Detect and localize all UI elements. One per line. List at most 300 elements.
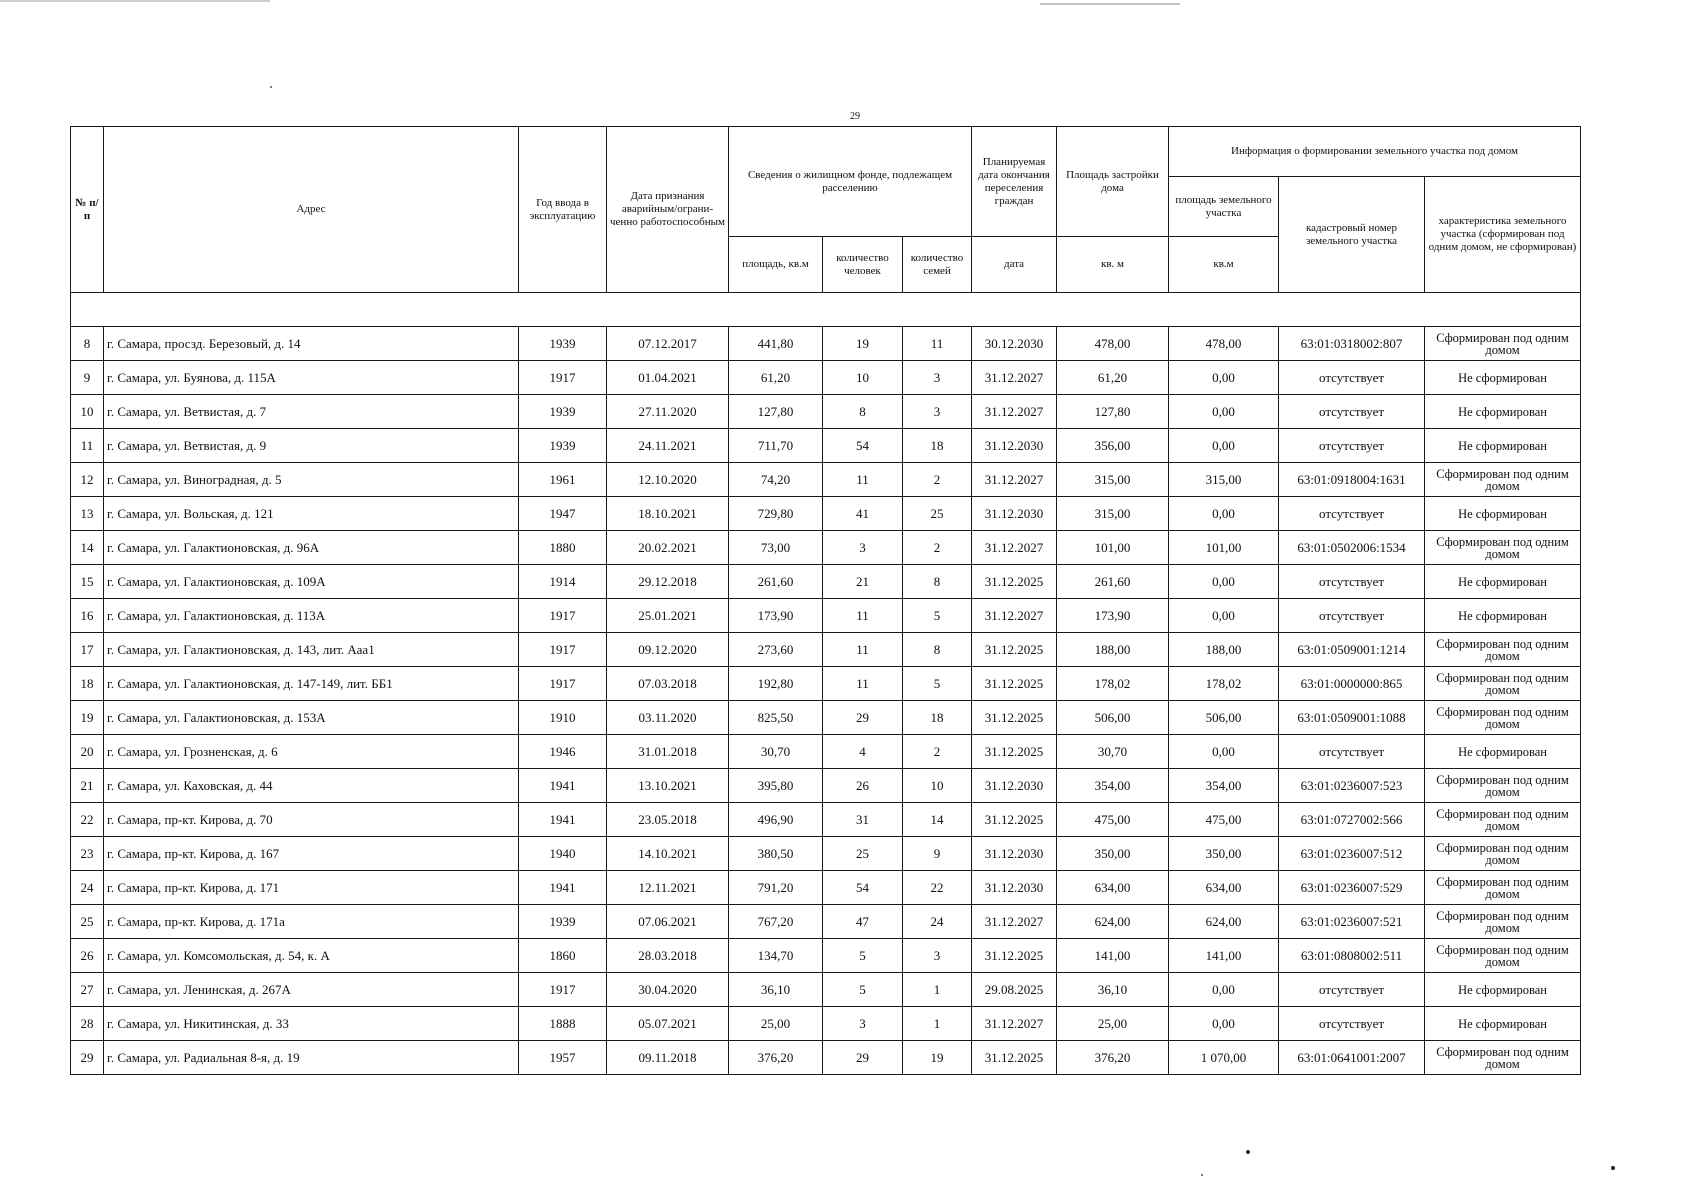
cell-no: 27	[71, 973, 104, 1007]
cell-families: 2	[903, 531, 972, 565]
cell-people: 10	[823, 361, 903, 395]
cell-built-area: 506,00	[1057, 701, 1169, 735]
cell-area: 791,20	[729, 871, 823, 905]
cell-people: 29	[823, 701, 903, 735]
cell-year: 1917	[519, 667, 607, 701]
cell-no: 9	[71, 361, 104, 395]
cell-cadastral: 63:01:0502006:1534	[1279, 531, 1425, 565]
cell-area: 729,80	[729, 497, 823, 531]
cell-people: 54	[823, 871, 903, 905]
cell-area: 380,50	[729, 837, 823, 871]
cell-area: 273,60	[729, 633, 823, 667]
scan-noise-top-right	[1040, 3, 1180, 5]
cell-land-area: 315,00	[1169, 463, 1279, 497]
table-row	[71, 837, 1581, 871]
cell-built-area: 315,00	[1057, 497, 1169, 531]
cell-year: 1941	[519, 769, 607, 803]
cell-year: 1939	[519, 429, 607, 463]
cell-built-area: 25,00	[1057, 1007, 1169, 1041]
table-row	[71, 1041, 1581, 1075]
cell-cadastral: 63:01:0236007:521	[1279, 905, 1425, 939]
cell-built-area: 356,00	[1057, 429, 1169, 463]
table-row	[71, 531, 1581, 565]
col-year-header: Год ввода в эксплуатацию	[519, 127, 607, 293]
table-row	[71, 769, 1581, 803]
cell-land-area: 0,00	[1169, 361, 1279, 395]
cell-address: г. Самара, пр-кт. Кирова, д. 167	[104, 837, 519, 871]
table-row	[71, 463, 1581, 497]
cell-area: 127,80	[729, 395, 823, 429]
cell-planned-date: 31.12.2030	[972, 769, 1057, 803]
cell-land-status: Сформирован под одним домом	[1425, 667, 1581, 701]
cell-recognition-date: 12.10.2020	[607, 463, 729, 497]
cell-families: 24	[903, 905, 972, 939]
cell-address: г. Самара, пр-кт. Кирова, д. 171а	[104, 905, 519, 939]
scan-speck	[1201, 1174, 1203, 1176]
cell-people: 11	[823, 633, 903, 667]
cell-recognition-date: 27.11.2020	[607, 395, 729, 429]
cell-families: 22	[903, 871, 972, 905]
cell-address: г. Самара, ул. Ветвистая, д. 9	[104, 429, 519, 463]
cell-cadastral: 63:01:0509001:1214	[1279, 633, 1425, 667]
cell-year: 1939	[519, 395, 607, 429]
cell-planned-date: 31.12.2030	[972, 497, 1057, 531]
cell-year: 1940	[519, 837, 607, 871]
cell-land-area: 0,00	[1169, 1007, 1279, 1041]
cell-year: 1860	[519, 939, 607, 973]
cell-no: 29	[71, 1041, 104, 1075]
cell-planned-date: 31.12.2030	[972, 429, 1057, 463]
cell-recognition-date: 05.07.2021	[607, 1007, 729, 1041]
cell-land-area: 0,00	[1169, 973, 1279, 1007]
cell-cadastral: 63:01:0808002:511	[1279, 939, 1425, 973]
cell-area: 25,00	[729, 1007, 823, 1041]
cell-planned-date: 31.12.2025	[972, 803, 1057, 837]
cell-built-area: 178,02	[1057, 667, 1169, 701]
registry-body	[71, 293, 1581, 1075]
scan-speck	[1246, 1150, 1250, 1154]
cell-land-area: 0,00	[1169, 565, 1279, 599]
cell-built-area: 634,00	[1057, 871, 1169, 905]
cell-land-area: 0,00	[1169, 429, 1279, 463]
cell-address: г. Самара, ул. Галактионовская, д. 113А	[104, 599, 519, 633]
cell-address: г. Самара, ул. Ленинская, д. 267А	[104, 973, 519, 1007]
cell-people: 5	[823, 973, 903, 1007]
col-land-group-header: Информация о формировании земельного участка под домом	[1169, 127, 1581, 177]
cell-land-status: Не сформирован	[1425, 1007, 1581, 1041]
cell-no: 12	[71, 463, 104, 497]
cell-cadastral: отсутствует	[1279, 565, 1425, 599]
cell-planned-date: 31.12.2030	[972, 837, 1057, 871]
cell-cadastral: 63:01:0727002:566	[1279, 803, 1425, 837]
table-row	[71, 565, 1581, 599]
cell-land-status: Сформирован под одним домом	[1425, 769, 1581, 803]
cell-planned-date: 31.12.2025	[972, 667, 1057, 701]
cell-cadastral: отсутствует	[1279, 497, 1425, 531]
cell-families: 11	[903, 327, 972, 361]
cell-area: 767,20	[729, 905, 823, 939]
cell-families: 19	[903, 1041, 972, 1075]
cell-land-status: Сформирован под одним домом	[1425, 633, 1581, 667]
cell-recognition-date: 07.03.2018	[607, 667, 729, 701]
cell-area: 441,80	[729, 327, 823, 361]
cell-families: 5	[903, 667, 972, 701]
cell-year: 1939	[519, 327, 607, 361]
cell-people: 47	[823, 905, 903, 939]
cell-built-area: 188,00	[1057, 633, 1169, 667]
cell-built-area: 354,00	[1057, 769, 1169, 803]
cell-land-status: Сформирован под одним домом	[1425, 803, 1581, 837]
cell-land-status: Сформирован под одним домом	[1425, 939, 1581, 973]
cell-built-area: 376,20	[1057, 1041, 1169, 1075]
cell-year: 1917	[519, 599, 607, 633]
cell-people: 54	[823, 429, 903, 463]
cell-built-area: 141,00	[1057, 939, 1169, 973]
cell-address: г. Самара, ул. Буянова, д. 115А	[104, 361, 519, 395]
cell-built-area: 173,90	[1057, 599, 1169, 633]
cell-address: г. Самара, ул. Галактионовская, д. 96А	[104, 531, 519, 565]
cell-no: 23	[71, 837, 104, 871]
col-built-area-group-header: Площадь застройки дома	[1057, 127, 1169, 237]
cell-cadastral: отсутствует	[1279, 1007, 1425, 1041]
cell-recognition-date: 09.11.2018	[607, 1041, 729, 1075]
cell-no: 13	[71, 497, 104, 531]
cell-cadastral: 63:01:0236007:529	[1279, 871, 1425, 905]
cell-planned-date: 31.12.2025	[972, 565, 1057, 599]
cell-year: 1941	[519, 803, 607, 837]
cell-area: 73,00	[729, 531, 823, 565]
cell-no: 21	[71, 769, 104, 803]
cell-address: г. Самара, пр-кт. Кирова, д. 171	[104, 871, 519, 905]
cell-recognition-date: 18.10.2021	[607, 497, 729, 531]
col-planned-date-header: дата	[972, 237, 1057, 293]
cell-land-status: Не сформирован	[1425, 735, 1581, 769]
cell-recognition-date: 31.01.2018	[607, 735, 729, 769]
col-land-status-header: характеристика земельного участка (сформирован под одним домом, не сформирован)	[1425, 177, 1581, 293]
cell-land-status: Не сформирован	[1425, 429, 1581, 463]
cell-families: 18	[903, 701, 972, 735]
cell-land-status: Сформирован под одним домом	[1425, 1041, 1581, 1075]
cell-area: 496,90	[729, 803, 823, 837]
cell-area: 173,90	[729, 599, 823, 633]
table-row	[71, 633, 1581, 667]
table-row	[71, 429, 1581, 463]
cell-cadastral: отсутствует	[1279, 599, 1425, 633]
cell-recognition-date: 03.11.2020	[607, 701, 729, 735]
table-row	[71, 395, 1581, 429]
table-row	[71, 1007, 1581, 1041]
cell-land-area: 141,00	[1169, 939, 1279, 973]
cell-area: 30,70	[729, 735, 823, 769]
cell-no: 26	[71, 939, 104, 973]
cell-recognition-date: 23.05.2018	[607, 803, 729, 837]
col-no-header: № п/п	[71, 127, 104, 293]
cell-land-status: Не сформирован	[1425, 973, 1581, 1007]
cell-cadastral: отсутствует	[1279, 361, 1425, 395]
housing-registry-table	[70, 126, 1581, 1075]
cell-land-area: 101,00	[1169, 531, 1279, 565]
cell-families: 25	[903, 497, 972, 531]
cell-area: 192,80	[729, 667, 823, 701]
cell-land-area: 506,00	[1169, 701, 1279, 735]
cell-recognition-date: 25.01.2021	[607, 599, 729, 633]
cell-land-area: 0,00	[1169, 395, 1279, 429]
cell-land-area: 354,00	[1169, 769, 1279, 803]
cell-year: 1957	[519, 1041, 607, 1075]
cell-land-area: 0,00	[1169, 735, 1279, 769]
cell-built-area: 475,00	[1057, 803, 1169, 837]
cell-area: 36,10	[729, 973, 823, 1007]
cell-planned-date: 31.12.2027	[972, 395, 1057, 429]
cell-recognition-date: 01.04.2021	[607, 361, 729, 395]
col-cadastral-header: кадастровый номер земельного участка	[1279, 177, 1425, 293]
cell-land-status: Сформирован под одним домом	[1425, 531, 1581, 565]
cell-area: 395,80	[729, 769, 823, 803]
cell-built-area: 624,00	[1057, 905, 1169, 939]
cell-no: 15	[71, 565, 104, 599]
cell-land-area: 475,00	[1169, 803, 1279, 837]
cell-recognition-date: 09.12.2020	[607, 633, 729, 667]
cell-people: 41	[823, 497, 903, 531]
cell-land-area: 350,00	[1169, 837, 1279, 871]
cell-recognition-date: 29.12.2018	[607, 565, 729, 599]
cell-built-area: 315,00	[1057, 463, 1169, 497]
cell-cadastral: 63:01:0236007:523	[1279, 769, 1425, 803]
cell-recognition-date: 20.02.2021	[607, 531, 729, 565]
cell-no: 22	[71, 803, 104, 837]
cell-area: 74,20	[729, 463, 823, 497]
col-families-header: количество семей	[903, 237, 972, 293]
cell-address: г. Самара, ул. Галактионовская, д. 109А	[104, 565, 519, 599]
cell-year: 1917	[519, 973, 607, 1007]
cell-area: 261,60	[729, 565, 823, 599]
cell-area: 61,20	[729, 361, 823, 395]
cell-year: 1939	[519, 905, 607, 939]
cell-planned-date: 31.12.2027	[972, 531, 1057, 565]
cell-land-area: 634,00	[1169, 871, 1279, 905]
table-row	[71, 361, 1581, 395]
cell-area: 134,70	[729, 939, 823, 973]
cell-people: 3	[823, 531, 903, 565]
cell-planned-date: 31.12.2027	[972, 1007, 1057, 1041]
cell-families: 10	[903, 769, 972, 803]
cell-year: 1880	[519, 531, 607, 565]
cell-land-area: 478,00	[1169, 327, 1279, 361]
cell-families: 18	[903, 429, 972, 463]
cell-land-area: 0,00	[1169, 497, 1279, 531]
cell-recognition-date: 14.10.2021	[607, 837, 729, 871]
cell-address: г. Самара, ул. Никитинская, д. 33	[104, 1007, 519, 1041]
cell-land-area: 188,00	[1169, 633, 1279, 667]
scan-speck	[1611, 1166, 1615, 1170]
cell-cadastral: 63:01:0236007:512	[1279, 837, 1425, 871]
cell-cadastral: 63:01:0000000:865	[1279, 667, 1425, 701]
cell-families: 3	[903, 361, 972, 395]
cell-land-area: 178,02	[1169, 667, 1279, 701]
cell-people: 26	[823, 769, 903, 803]
col-recognition-date-header: Дата признания аварийным/ограни-ченно работоспособным	[607, 127, 729, 293]
scan-speck	[270, 86, 272, 88]
cell-land-area: 1 070,00	[1169, 1041, 1279, 1075]
cell-built-area: 101,00	[1057, 531, 1169, 565]
cell-families: 3	[903, 939, 972, 973]
cell-area: 376,20	[729, 1041, 823, 1075]
cell-land-status: Сформирован под одним домом	[1425, 871, 1581, 905]
cell-cadastral: 63:01:0918004:1631	[1279, 463, 1425, 497]
cell-families: 3	[903, 395, 972, 429]
cell-recognition-date: 13.10.2021	[607, 769, 729, 803]
cell-people: 11	[823, 463, 903, 497]
cell-no: 11	[71, 429, 104, 463]
table-row	[71, 735, 1581, 769]
table-row	[71, 327, 1581, 361]
cell-people: 11	[823, 599, 903, 633]
cell-address: г. Самара, ул. Галактионовская, д. 153А	[104, 701, 519, 735]
cell-families: 2	[903, 735, 972, 769]
cell-built-area: 127,80	[1057, 395, 1169, 429]
cell-planned-date: 31.12.2025	[972, 701, 1057, 735]
cell-address: г. Самара, ул. Каховская, д. 44	[104, 769, 519, 803]
cell-planned-date: 31.12.2025	[972, 735, 1057, 769]
col-planned-group-header: Планируемая дата окончания переселения граждан	[972, 127, 1057, 237]
cell-people: 19	[823, 327, 903, 361]
table-row	[71, 803, 1581, 837]
cell-families: 5	[903, 599, 972, 633]
cell-no: 8	[71, 327, 104, 361]
cell-built-area: 30,70	[1057, 735, 1169, 769]
cell-built-area: 350,00	[1057, 837, 1169, 871]
cell-land-status: Сформирован под одним домом	[1425, 463, 1581, 497]
cell-planned-date: 31.12.2030	[972, 871, 1057, 905]
cell-recognition-date: 24.11.2021	[607, 429, 729, 463]
cell-recognition-date: 28.03.2018	[607, 939, 729, 973]
cell-built-area: 261,60	[1057, 565, 1169, 599]
col-built-area-unit-header: кв. м	[1057, 237, 1169, 293]
cell-land-status: Не сформирован	[1425, 599, 1581, 633]
table-row	[71, 599, 1581, 633]
cell-no: 10	[71, 395, 104, 429]
table-row	[71, 871, 1581, 905]
col-area-sqm-header: площадь, кв.м	[729, 237, 823, 293]
cell-cadastral: отсутствует	[1279, 735, 1425, 769]
cell-address: г. Самара, ул. Радиальная 8-я, д. 19	[104, 1041, 519, 1075]
cell-planned-date: 30.12.2030	[972, 327, 1057, 361]
cell-no: 17	[71, 633, 104, 667]
cell-planned-date: 31.12.2027	[972, 463, 1057, 497]
cell-cadastral: 63:01:0641001:2007	[1279, 1041, 1425, 1075]
col-housing-group-header: Сведения о жилищном фонде, подлежащем расселению	[729, 127, 972, 237]
cell-year: 1961	[519, 463, 607, 497]
cell-address: г. Самара, ул. Галактионовская, д. 147-149, лит. ББ1	[104, 667, 519, 701]
cell-planned-date: 31.12.2027	[972, 905, 1057, 939]
cell-people: 11	[823, 667, 903, 701]
cell-area: 711,70	[729, 429, 823, 463]
cell-cadastral: отсутствует	[1279, 973, 1425, 1007]
cell-built-area: 36,10	[1057, 973, 1169, 1007]
cell-year: 1917	[519, 633, 607, 667]
cell-families: 1	[903, 1007, 972, 1041]
cell-no: 20	[71, 735, 104, 769]
cell-planned-date: 31.12.2025	[972, 939, 1057, 973]
cell-families: 14	[903, 803, 972, 837]
cell-address: г. Самара, ул. Вольская, д. 121	[104, 497, 519, 531]
cell-land-status: Сформирован под одним домом	[1425, 327, 1581, 361]
cell-people: 31	[823, 803, 903, 837]
table-row	[71, 701, 1581, 735]
cell-planned-date: 31.12.2025	[972, 633, 1057, 667]
page-number: 29	[850, 111, 860, 122]
cell-land-status: Сформирован под одним домом	[1425, 905, 1581, 939]
cell-land-area: 0,00	[1169, 599, 1279, 633]
cell-cadastral: 63:01:0509001:1088	[1279, 701, 1425, 735]
cell-year: 1917	[519, 361, 607, 395]
cell-people: 4	[823, 735, 903, 769]
cell-no: 28	[71, 1007, 104, 1041]
cell-land-area: 624,00	[1169, 905, 1279, 939]
cell-land-status: Не сформирован	[1425, 497, 1581, 531]
cell-address: г. Самара, просзд. Березовый, д. 14	[104, 327, 519, 361]
cell-recognition-date: 12.11.2021	[607, 871, 729, 905]
table-row	[71, 939, 1581, 973]
cell-no: 24	[71, 871, 104, 905]
cell-year: 1910	[519, 701, 607, 735]
cell-recognition-date: 07.06.2021	[607, 905, 729, 939]
header-separator	[71, 293, 1581, 327]
cell-land-status: Сформирован под одним домом	[1425, 837, 1581, 871]
cell-year: 1888	[519, 1007, 607, 1041]
cell-land-status: Не сформирован	[1425, 565, 1581, 599]
cell-year: 1947	[519, 497, 607, 531]
cell-people: 25	[823, 837, 903, 871]
cell-land-status: Не сформирован	[1425, 395, 1581, 429]
cell-address: г. Самара, ул. Галактионовская, д. 143, лит. Ааа1	[104, 633, 519, 667]
cell-year: 1946	[519, 735, 607, 769]
table-row	[71, 497, 1581, 531]
cell-year: 1914	[519, 565, 607, 599]
col-people-header: количество человек	[823, 237, 903, 293]
col-address-header: Адрес	[104, 127, 519, 293]
cell-planned-date: 31.12.2027	[972, 599, 1057, 633]
cell-address: г. Самара, ул. Виноградная, д. 5	[104, 463, 519, 497]
cell-recognition-date: 07.12.2017	[607, 327, 729, 361]
cell-no: 14	[71, 531, 104, 565]
cell-people: 21	[823, 565, 903, 599]
cell-area: 825,50	[729, 701, 823, 735]
cell-built-area: 61,20	[1057, 361, 1169, 395]
cell-no: 19	[71, 701, 104, 735]
cell-planned-date: 31.12.2027	[972, 361, 1057, 395]
cell-families: 1	[903, 973, 972, 1007]
cell-families: 8	[903, 565, 972, 599]
cell-families: 9	[903, 837, 972, 871]
cell-address: г. Самара, пр-кт. Кирова, д. 70	[104, 803, 519, 837]
cell-people: 3	[823, 1007, 903, 1041]
cell-address: г. Самара, ул. Грозненская, д. 6	[104, 735, 519, 769]
cell-land-status: Сформирован под одним домом	[1425, 701, 1581, 735]
cell-built-area: 478,00	[1057, 327, 1169, 361]
cell-land-status: Не сформирован	[1425, 361, 1581, 395]
cell-cadastral: 63:01:0318002:807	[1279, 327, 1425, 361]
table-row	[71, 667, 1581, 701]
cell-address: г. Самара, ул. Ветвистая, д. 7	[104, 395, 519, 429]
cell-people: 5	[823, 939, 903, 973]
cell-no: 25	[71, 905, 104, 939]
table-row	[71, 905, 1581, 939]
cell-recognition-date: 30.04.2020	[607, 973, 729, 1007]
cell-planned-date: 31.12.2025	[972, 1041, 1057, 1075]
scan-noise-top-left	[0, 0, 270, 2]
col-land-area-unit-header: кв.м	[1169, 237, 1279, 293]
